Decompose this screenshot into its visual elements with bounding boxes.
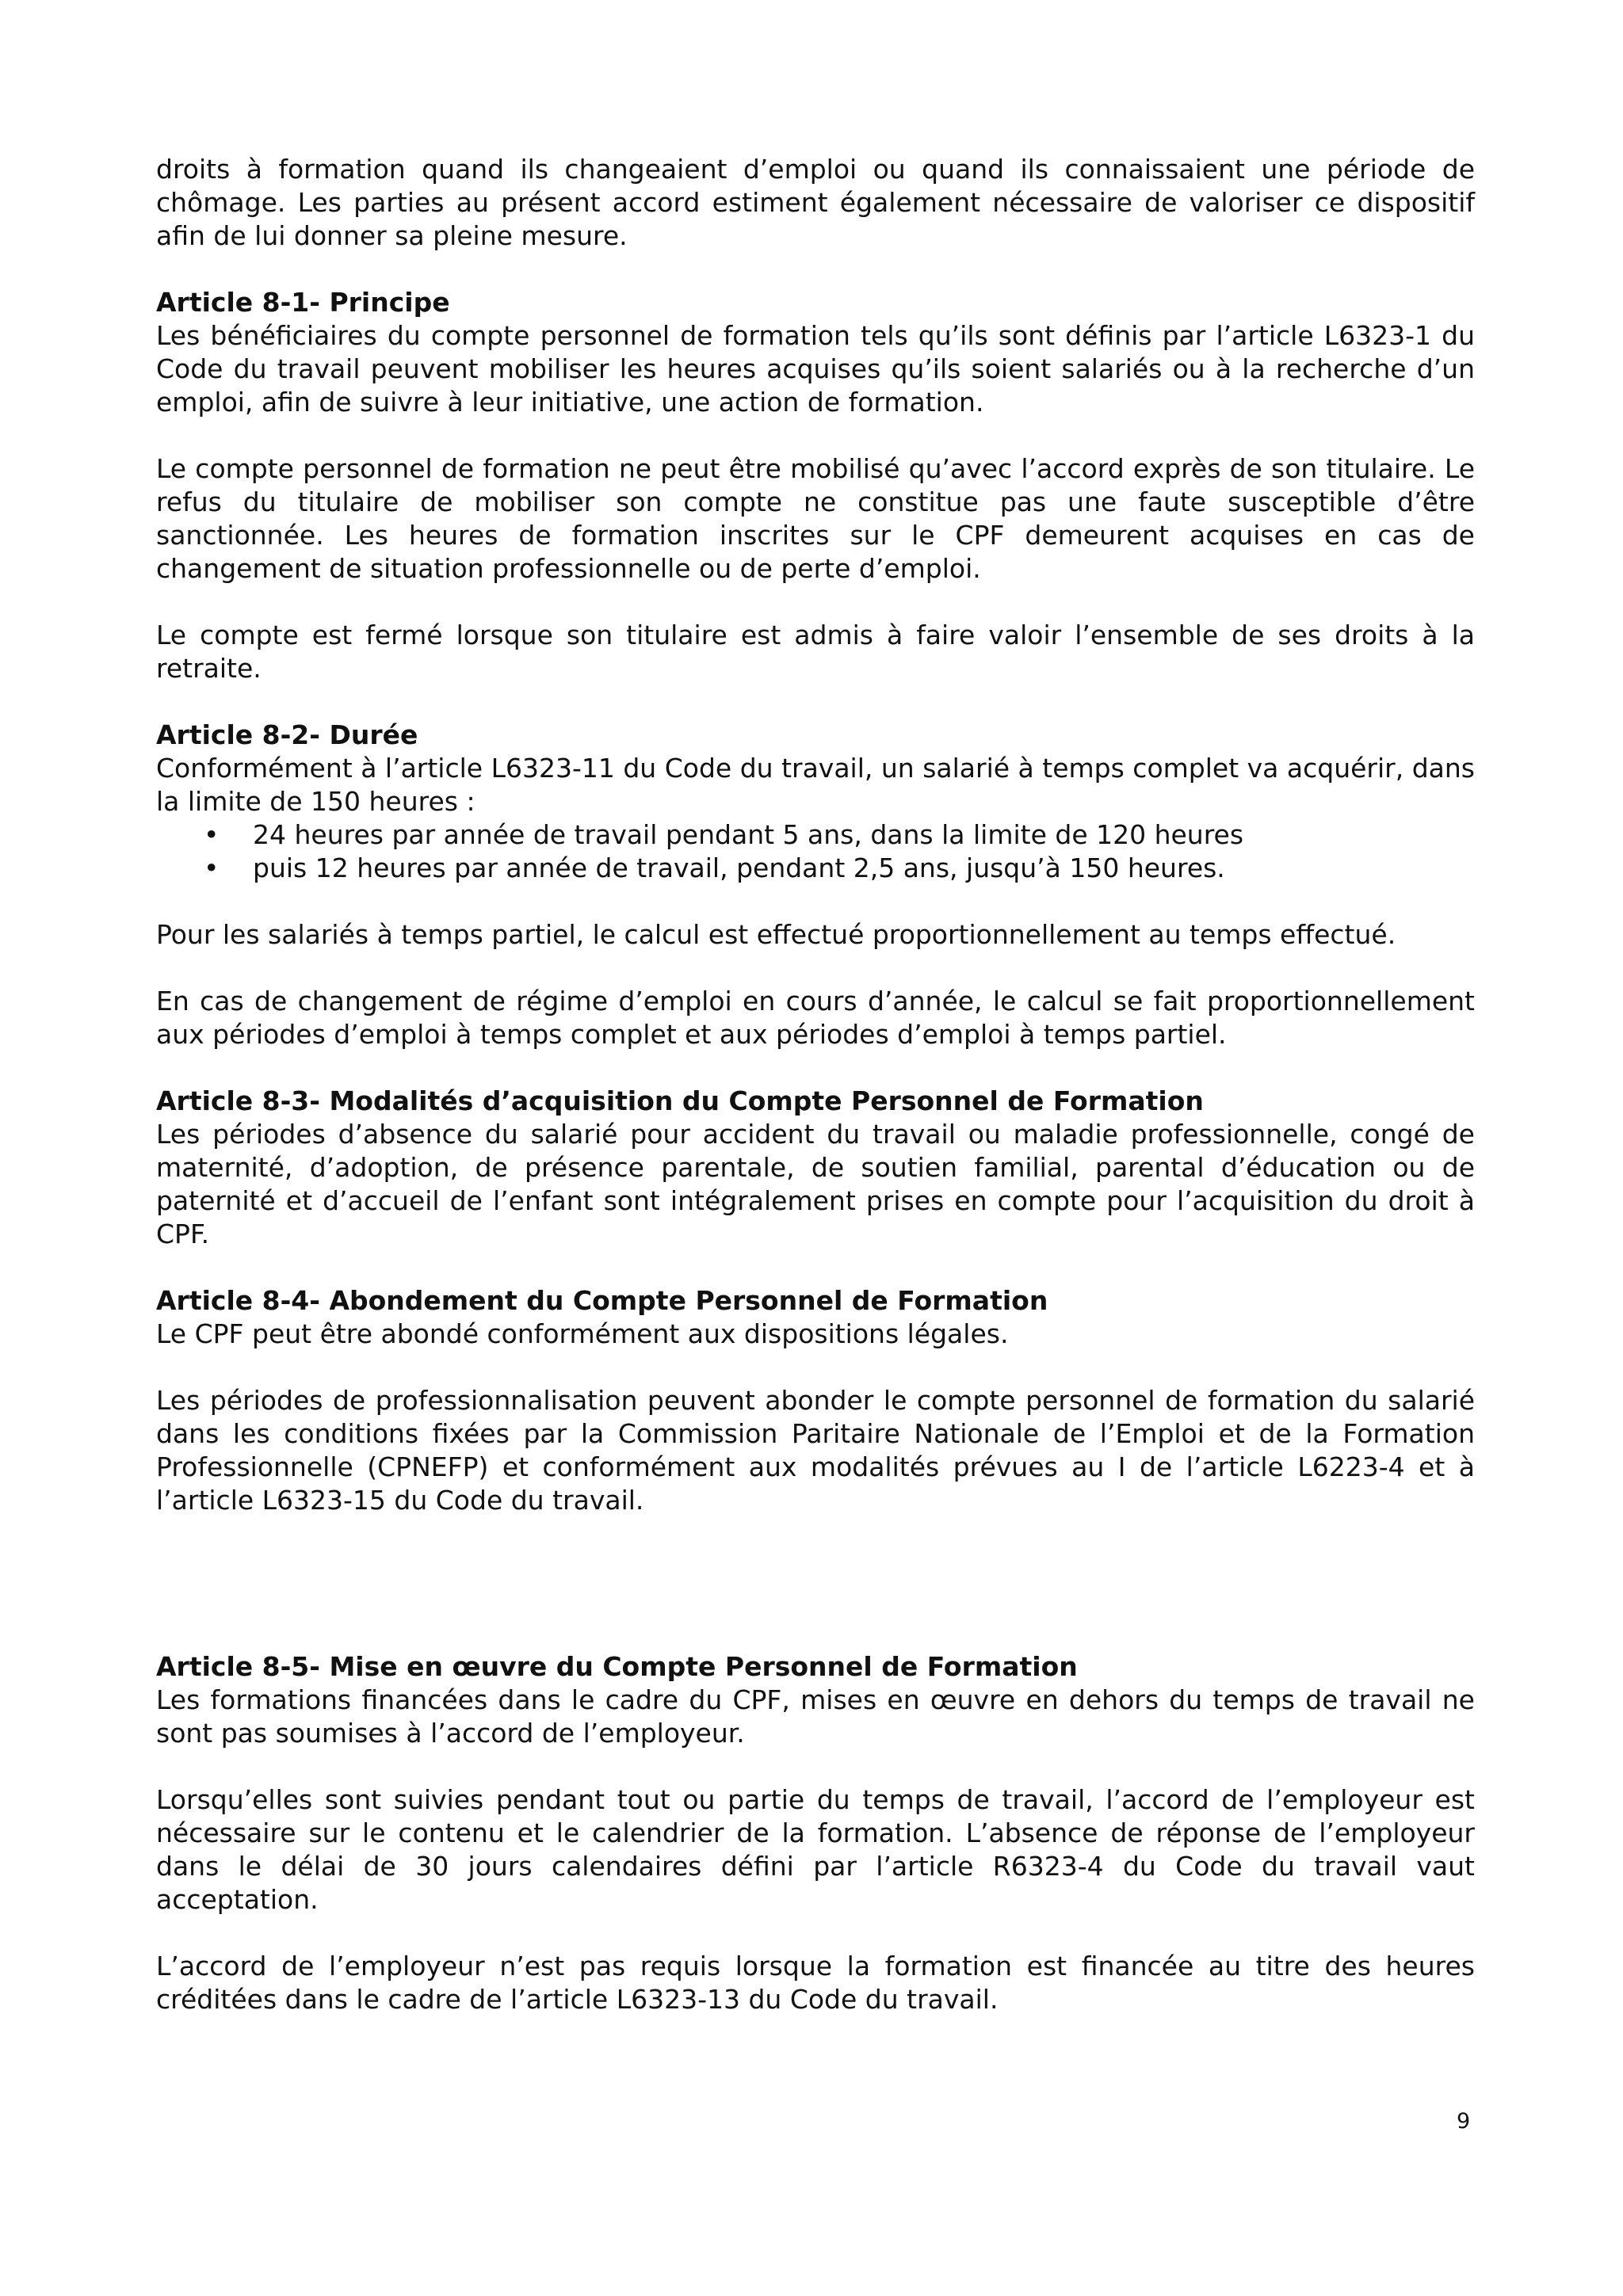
article-8-4-paragraph-1: Le CPF peut être abondé conformément aux dispositions légales. (156, 1318, 1009, 1349)
article-8-1-title: Article 8-1- Principe (156, 287, 450, 318)
list-item-text: puis 12 heures par année de travail, pendant 2,5 ans, jusqu’à 150 heures. (253, 852, 1225, 883)
list-item (204, 852, 1475, 885)
bullet-icon: • (204, 852, 220, 883)
document-page (156, 153, 1475, 2016)
article-8-2-paragraph-2: Pour les salariés à temps partiel, le calcul est effectué proportionnellement au temps effectué. (156, 919, 1396, 950)
article-8-2-section (156, 719, 1475, 1051)
bullet-icon: • (204, 819, 220, 850)
article-8-5-section (156, 1650, 1475, 2016)
article-8-5-paragraph-3: L’accord de l’employeur n’est pas requis lorsque la formation est financée au titre des heures créditées dans le cadre de l’article L6323-13 du Code du travail. (156, 1951, 1475, 2015)
article-8-4-paragraph-2: Les périodes de professionnalisation peuvent abonder le compte personnel de formation du salarié dans les conditions fixées par la Commission Paritaire Nationale de l’Emploi et de la Formation Professionnelle (CPNEFP) et conformément aux modalités prévues au I de l’article L6223-4 et à l’article L6323-15 du Code du travail. (156, 1385, 1475, 1516)
article-8-2-title: Article 8-2- Durée (156, 719, 418, 750)
list-item (204, 818, 1475, 852)
list-item-text: 24 heures par année de travail pendant 5 ans, dans la limite de 120 heures (253, 819, 1244, 850)
article-8-1-paragraph-1: Les bénéficiaires du compte personnel de formation tels qu’ils sont définis par l’article L6323-1 du Code du travail peuvent mobiliser les heures acquises qu’ils soient salariés ou à la recherche d’un emploi, afin de suivre à leur initiative, une action de formation. (156, 320, 1475, 418)
article-8-2-paragraph-3: En cas de changement de régime d’emploi en cours d’année, le calcul se fait proportionnellement aux périodes d’emploi à temps complet et aux périodes d’emploi à temps partiel. (156, 986, 1475, 1050)
article-8-1-section (156, 286, 1475, 685)
page-number: 9 (1457, 2109, 1471, 2134)
article-8-2-bullet-list (156, 818, 1475, 885)
article-8-5-paragraph-2: Lorsqu’elles sont suivies pendant tout ou partie du temps de travail, l’accord de l’employeur est nécessaire sur le contenu et le calendrier de la formation. L’absence de réponse de l’employeur dans le délai de 30 jours calendaires défini par l’article R6323-4 du Code du travail vaut acceptation. (156, 1784, 1475, 1915)
article-8-4-section (156, 1284, 1475, 1517)
article-8-1-paragraph-3: Le compte est fermé lorsque son titulaire est admis à faire valoir l’ensemble de ses droits à la retraite. (156, 620, 1475, 684)
article-8-3-title: Article 8-3- Modalités d’acquisition du Compte Personnel de Formation (156, 1085, 1204, 1116)
intro-paragraph: droits à formation quand ils changeaient d’emploi ou quand ils connaissaient une période de chômage. Les parties au présent accord estiment également nécessaire de valoriser ce dispositif afin de lui donner sa pleine mesure. (156, 154, 1475, 251)
article-8-5-paragraph-1: Les formations financées dans le cadre du CPF, mises en œuvre en dehors du temps de travail ne sont pas soumises à l’accord de l’employeur. (156, 1684, 1475, 1749)
article-8-2-paragraph-1: Conformément à l’article L6323-11 du Code du travail, un salarié à temps complet va acquérir, dans la limite de 150 heures : (156, 753, 1475, 817)
article-8-3-paragraph-1: Les périodes d’absence du salarié pour accident du travail ou maladie professionnelle, congé de maternité, d’adoption, de présence parentale, de soutien familial, parental d’éducation ou de paternité et d’accueil de l’enfant sont intégralement prises en compte pour l’acquisition du droit à CPF. (156, 1119, 1475, 1249)
article-8-3-section (156, 1085, 1475, 1251)
article-8-5-title: Article 8-5- Mise en œuvre du Compte Personnel de Formation (156, 1651, 1078, 1682)
article-8-1-paragraph-2: Le compte personnel de formation ne peut être mobilisé qu’avec l’accord exprès de son titulaire. Le refus du titulaire de mobiliser son compte ne constitue pas une faute susceptible d’être sanctionnée. Les heures de formation inscrites sur le CPF demeurent acquises en cas de changement de situation professionnelle ou de perte d’emploi. (156, 453, 1475, 584)
article-8-4-title: Article 8-4- Abondement du Compte Personnel de Formation (156, 1285, 1048, 1316)
